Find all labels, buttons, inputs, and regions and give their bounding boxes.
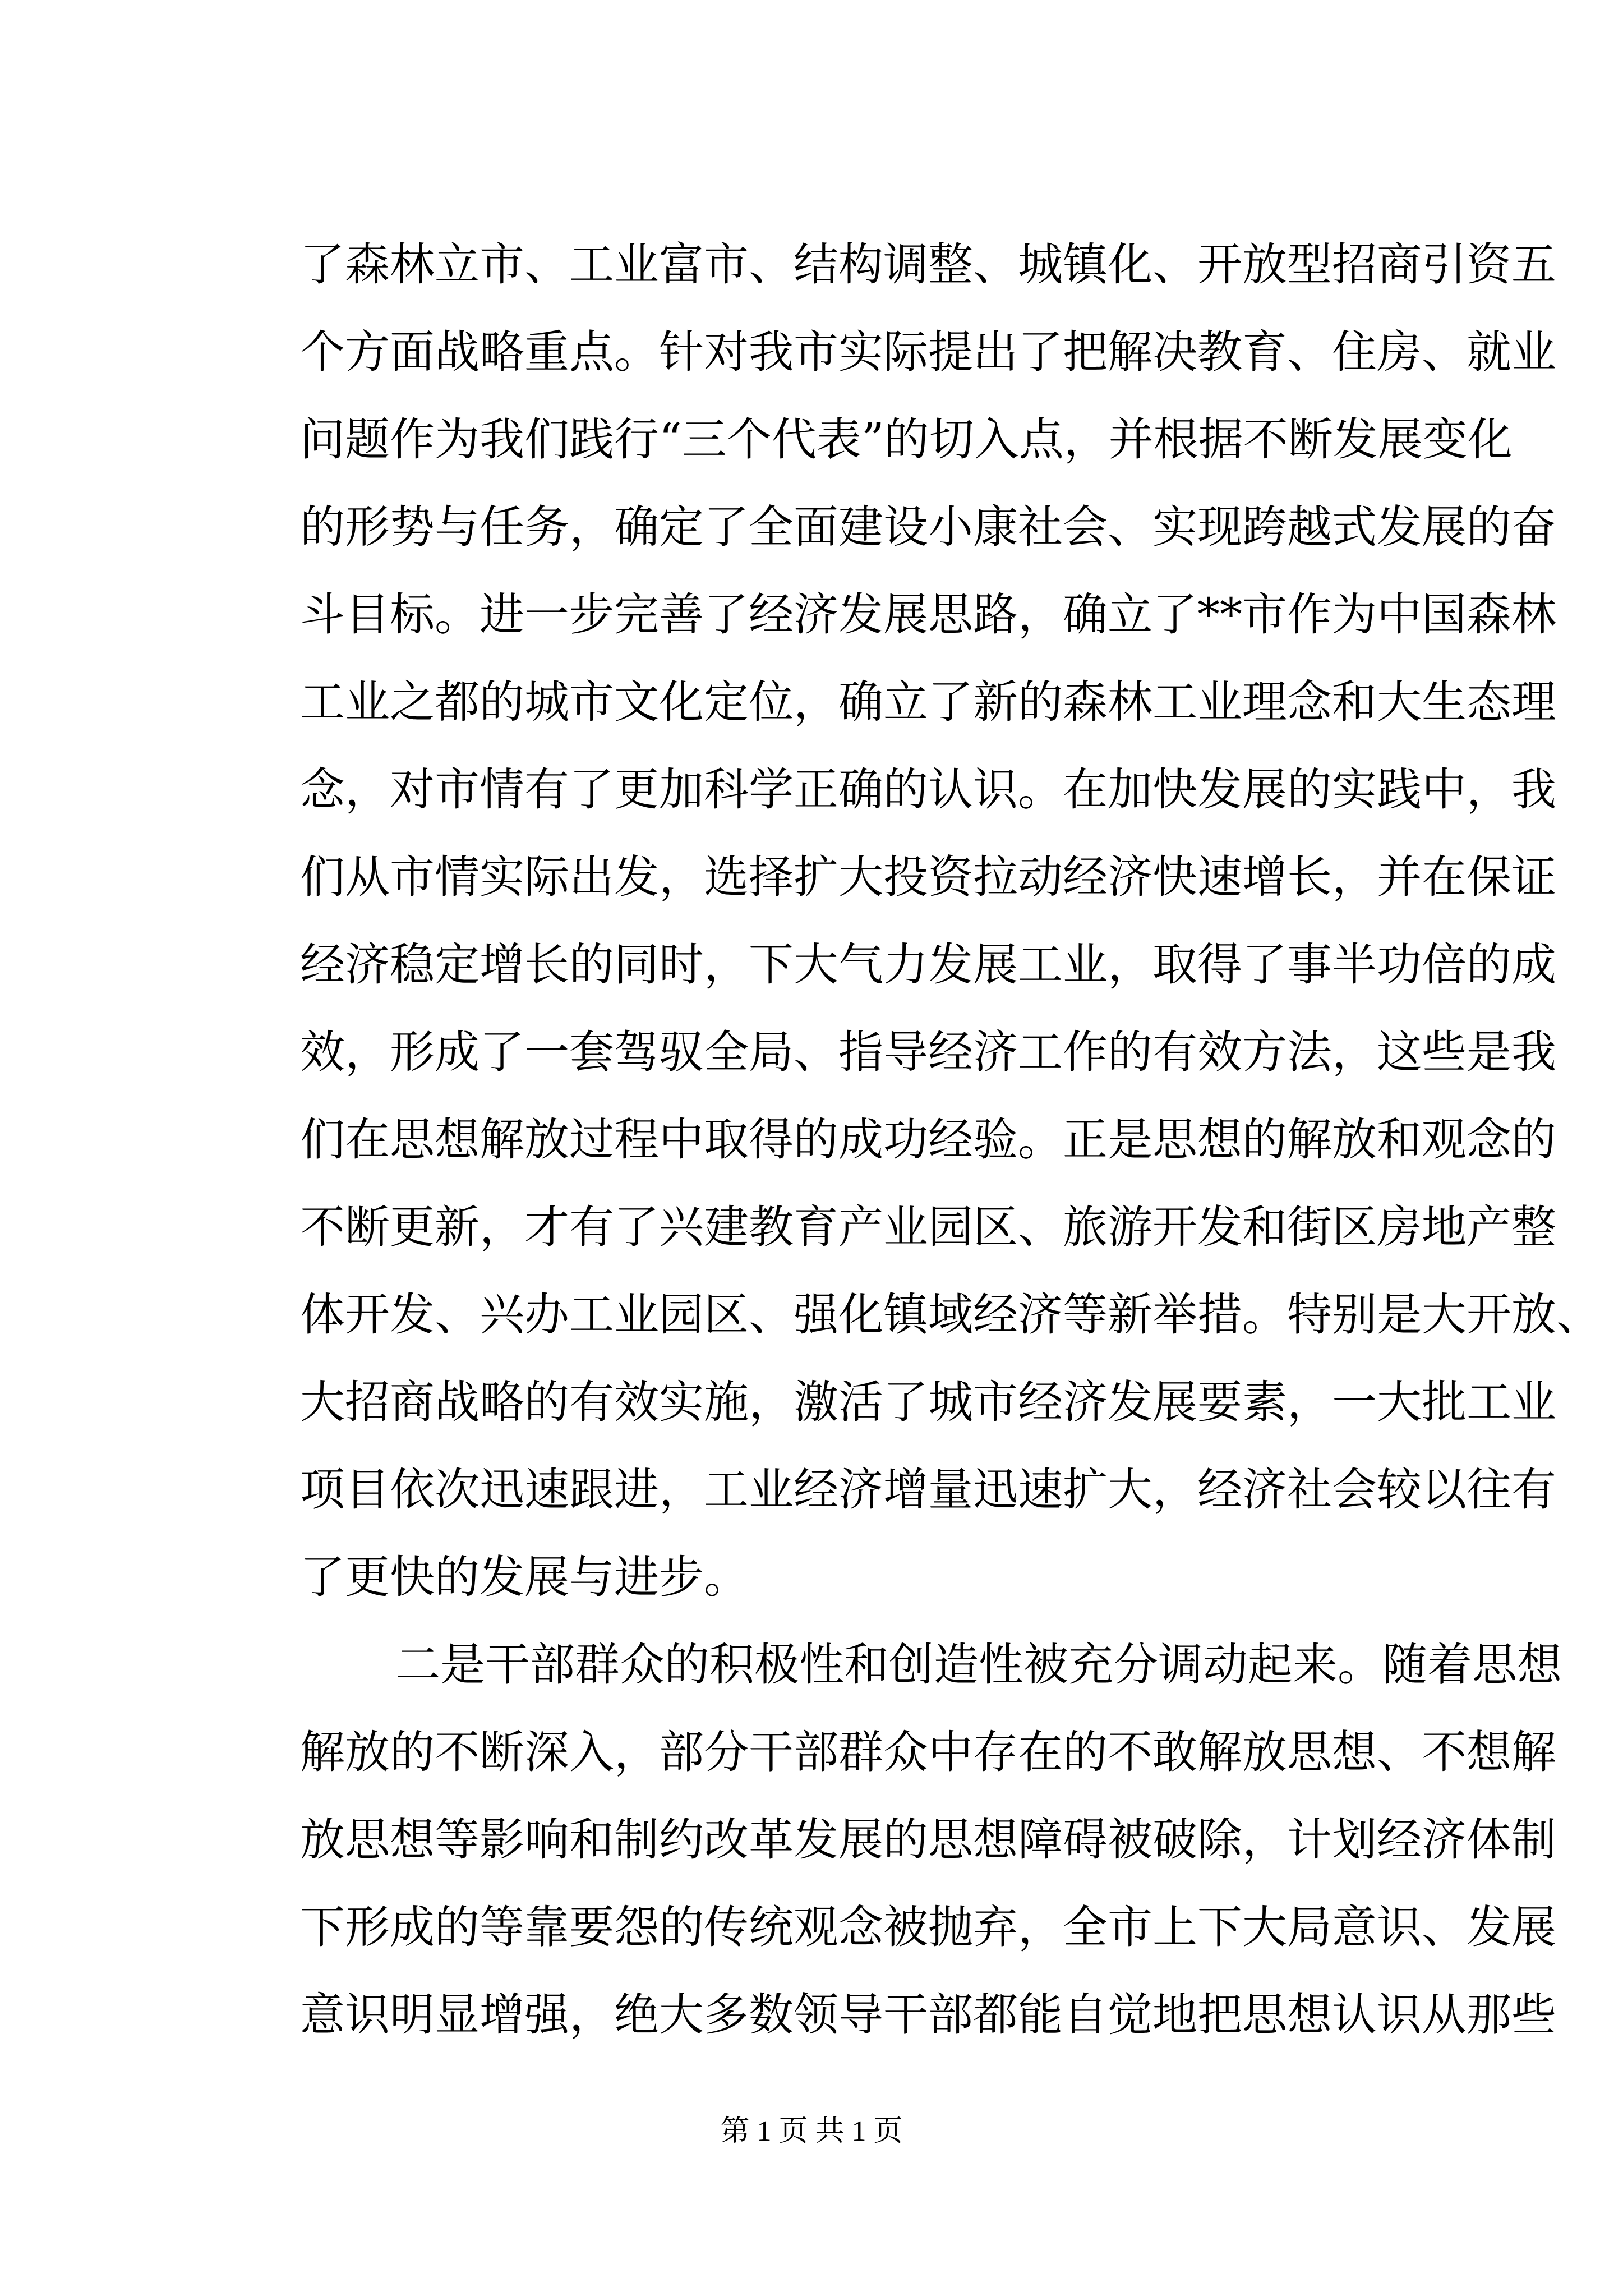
text-line: 问题作为我们践行“三个代表”的切入点，并根据不断发展变化 [300, 413, 1513, 466]
text-line: 们在思想解放过程中取得的成功经验。正是思想的解放和观念的 [300, 1114, 1556, 1166]
page-footer: 第 1 页 共 1 页 [720, 2115, 903, 2147]
text-line: 效，形成了一套驾驭全局、指导经济工作的有效方法，这些是我 [300, 1026, 1556, 1078]
text-line: 们从市情实际出发，选择扩大投资拉动经济快速增长，并在保证 [300, 851, 1556, 903]
text-line: 工业之都的城市文化定位，确立了新的森林工业理念和大生态理 [300, 676, 1556, 728]
text-line: 了森林立市、工业富市、结构调整、城镇化、开放型招商引资五 [300, 238, 1556, 291]
text-line: 念，对市情有了更加科学正确的认识。在加快发展的实践中，我 [300, 763, 1556, 816]
text-line: 项目依次迅速跟进，工业经济增量迅速扩大，经济社会较以往有 [300, 1464, 1556, 1516]
text-line: 个方面战略重点。针对我市实际提出了把解决教育、住房、就业 [300, 326, 1556, 378]
text-line: 体开发、兴办工业园区、强化镇域经济等新举措。特别是大开放、 [300, 1289, 1601, 1341]
text-line: 意识明显增强，绝大多数领导干部都能自觉地把思想认识从那些 [300, 1989, 1556, 2041]
text-line: 的形势与任务，确定了全面建设小康社会、实现跨越式发展的奋 [300, 501, 1556, 553]
text-line: 大招商战略的有效实施，激活了城市经济发展要素，一大批工业 [300, 1376, 1556, 1428]
paragraph-start-line: 二是干部群众的积极性和创造性被充分调动起来。随着思想 [395, 1639, 1562, 1691]
text-line: 了更快的发展与进步。 [300, 1551, 749, 1603]
text-line: 下形成的等靠要怨的传统观念被抛弃，全市上下大局意识、发展 [300, 1901, 1556, 1953]
text-line: 经济稳定增长的同时，下大气力发展工业，取得了事半功倍的成 [300, 938, 1556, 991]
text-line: 解放的不断深入，部分干部群众中存在的不敢解放思想、不想解 [300, 1726, 1556, 1778]
text-line: 斗目标。进一步完善了经济发展思路，确立了**市作为中国森林 [300, 588, 1556, 641]
text-line: 放思想等影响和制约改革发展的思想障碍被破除，计划经济体制 [300, 1814, 1556, 1866]
text-line: 不断更新，才有了兴建教育产业园区、旅游开发和街区房地产整 [300, 1201, 1556, 1253]
